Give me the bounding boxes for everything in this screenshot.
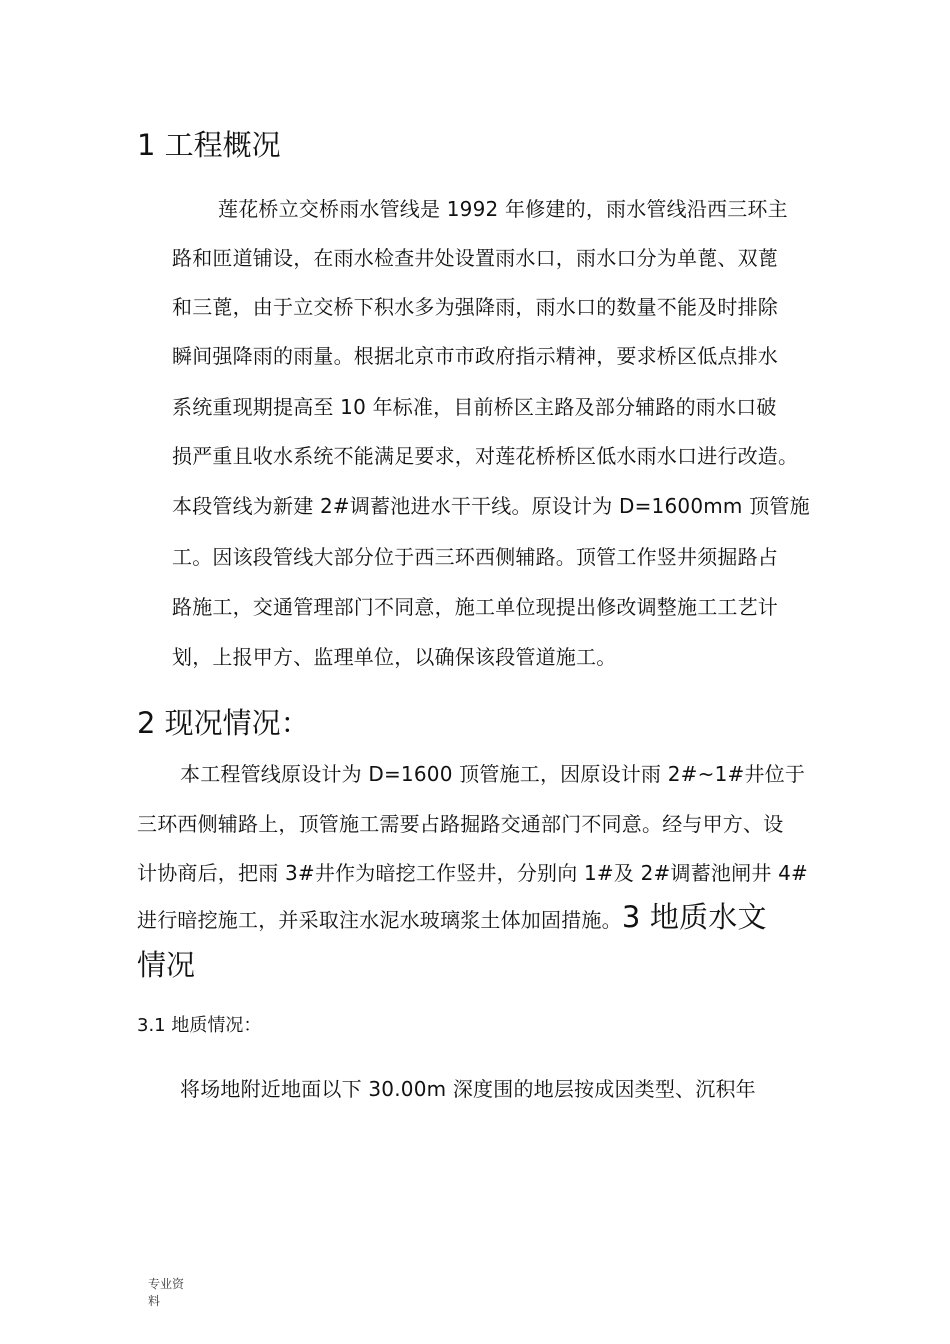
paragraph-line: 将场地附近地面以下 30.00m 深度围的地层按成因类型、沉积年 (180, 1077, 756, 1101)
footer-line: 专业资 (148, 1277, 185, 1291)
paragraph-line: 工。因该段管线大部分位于西三环西侧辅路。顶管工作竖井须掘路占 (172, 545, 778, 569)
section-3-heading-part2: 情况 (137, 948, 196, 982)
paragraph-line: 瞬间强降雨的雨量。根据北京市市政府指示精神，要求桥区低点排水 (172, 344, 778, 368)
paragraph-line: 路施工，交通管理部门不同意，施工单位现提出修改调整施工工艺计 (172, 595, 778, 619)
footer-line: 料 (148, 1294, 161, 1308)
paragraph-line: 系统重现期提高至 10 年标准，目前桥区主路及部分辅路的雨水口破 (172, 395, 777, 419)
paragraph-text: 进行暗挖施工，并采取注水泥水玻璃浆土体加固措施。 (137, 908, 622, 932)
footer-note (148, 1276, 188, 1310)
paragraph-line: 划，上报甲方、监理单位，以确保该段管道施工。 (172, 645, 617, 669)
paragraph-line: 路和匝道铺设，在雨水检查井处设置雨水口，雨水口分为单蓖、双蓖 (172, 246, 778, 270)
section-2-heading: 2 现况情况： (137, 706, 310, 740)
section-1-heading: 1 工程概况 (137, 128, 281, 162)
sub-heading-geology: 3.1 地质情况： (137, 1015, 262, 1036)
paragraph-line: 本段管线为新建 2#调蓄池进水干干线。原设计为 D=1600mm 顶管施 (172, 494, 810, 518)
paragraph-line: 和三蓖，由于立交桥下积水多为强降雨，雨水口的数量不能及时排除 (172, 295, 778, 319)
paragraph-line-with-heading (137, 900, 767, 934)
paragraph-line: 损严重且收水系统不能满足要求，对莲花桥桥区低水雨水口进行改造。 (172, 444, 799, 468)
paragraph-line: 莲花桥立交桥雨水管线是 1992 年修建的，雨水管线沿西三环主 (218, 197, 788, 221)
paragraph-line: 计协商后，把雨 3#井作为暗挖工作竖井，分别向 1#及 2#调蓄池闸井 4# (137, 861, 808, 885)
paragraph-line: 本工程管线原设计为 D=1600 顶管施工，因原设计雨 2#~1#井位于 (180, 762, 806, 786)
section-3-heading-part1: 3 地质水文 (621, 900, 767, 934)
paragraph-line: 三环西侧辅路上，顶管施工需要占路掘路交通部门不同意。经与甲方、设 (137, 812, 784, 836)
